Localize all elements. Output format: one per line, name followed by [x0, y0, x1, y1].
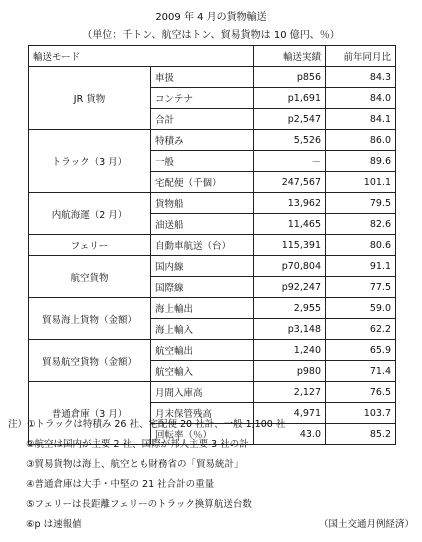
value-cell: 115,391 — [254, 235, 326, 256]
header-yoy: 前年同月比 — [326, 46, 396, 67]
value-cell: p1,691 — [254, 88, 326, 109]
yoy-cell: 91.1 — [326, 256, 396, 277]
yoy-cell: 89.6 — [326, 151, 396, 172]
value-cell: 4,971 — [254, 403, 326, 424]
yoy-cell: 85.2 — [326, 424, 396, 445]
value-cell: p92,247 — [254, 277, 326, 298]
note-line: ⑤フェリーは長距離フェリーのトラック換算航送台数 — [26, 499, 252, 510]
yoy-cell: 84.3 — [326, 67, 396, 88]
sub-cell: 国内線 — [151, 256, 254, 277]
yoy-cell: 84.0 — [326, 88, 396, 109]
value-cell: p856 — [254, 67, 326, 88]
sub-cell: 特積み — [151, 130, 254, 151]
mode-cell: トラック（3 月） — [29, 130, 151, 193]
page-title: 2009 年 4 月の貨物輸送 — [155, 12, 267, 23]
yoy-cell: 65.9 — [326, 340, 396, 361]
header-value: 輸送実績 — [254, 46, 326, 67]
yoy-cell: 86.0 — [326, 130, 396, 151]
sub-cell: 油送船 — [151, 214, 254, 235]
mode-cell: 普通倉庫（3 月） — [29, 382, 151, 445]
value-cell: 5,526 — [254, 130, 326, 151]
table-row — [29, 298, 396, 319]
value-cell: p2,547 — [254, 109, 326, 130]
source-citation: （国土交通月例経済） — [318, 519, 414, 530]
note-line: ③貿易貨物は海上、航空とも財務省の「貿易統計」 — [26, 459, 244, 470]
value-cell: 13,962 — [254, 193, 326, 214]
sub-cell: 航空輸出 — [151, 340, 254, 361]
table-row — [29, 382, 396, 403]
table-row — [29, 235, 396, 256]
value-cell: p70,804 — [254, 256, 326, 277]
table-row — [29, 340, 396, 361]
yoy-cell: 59.0 — [326, 298, 396, 319]
freight-table — [28, 45, 396, 445]
value-cell: 2,955 — [254, 298, 326, 319]
yoy-cell: 101.1 — [326, 172, 396, 193]
sub-cell: 宅配便（千個） — [151, 172, 254, 193]
note-text: ⑥p は速報値 — [26, 519, 82, 530]
yoy-cell: 80.6 — [326, 235, 396, 256]
value-cell: 43.0 — [254, 424, 326, 445]
table-row — [29, 193, 396, 214]
value-cell: p3,148 — [254, 319, 326, 340]
value-cell: 2,127 — [254, 382, 326, 403]
table-row — [29, 67, 396, 88]
yoy-cell: 62.2 — [326, 319, 396, 340]
sub-cell: 国際線 — [151, 277, 254, 298]
sub-cell: 自動車航送（台） — [151, 235, 254, 256]
sub-cell: 月間入庫高 — [151, 382, 254, 403]
note-line: 注）①トラックは特積み 26 社、宅配便 20 社計、一般 1,100 社 — [8, 419, 286, 430]
note-line-last — [8, 515, 418, 535]
value-cell: 11,465 — [254, 214, 326, 235]
note-line: ②航空は国内が主要 2 社、国際が邦人主要 3 社の計 — [26, 439, 249, 450]
value-cell: 247,567 — [254, 172, 326, 193]
sub-cell: 一般 — [151, 151, 254, 172]
sub-cell: 月末保管残高 — [151, 403, 254, 424]
sub-cell: 回転率（％） — [151, 424, 254, 445]
table-row — [29, 130, 396, 151]
yoy-cell: 79.5 — [326, 193, 396, 214]
yoy-cell: 77.5 — [326, 277, 396, 298]
mode-cell: JR 貨物 — [29, 67, 151, 130]
sub-cell: 海上輸入 — [151, 319, 254, 340]
sub-cell: 貨物船 — [151, 193, 254, 214]
table-row — [29, 256, 396, 277]
notes-section — [8, 415, 418, 535]
yoy-cell: 84.1 — [326, 109, 396, 130]
mode-cell: 貿易航空貨物（金額） — [29, 340, 151, 382]
value-cell: p980 — [254, 361, 326, 382]
mode-cell: 内航海運（2 月） — [29, 193, 151, 235]
page-subtitle: （単位：千トン、航空はトン、貿易貨物は 10 億円、％） — [82, 30, 340, 41]
sub-cell: 車扱 — [151, 67, 254, 88]
yoy-cell: 76.5 — [326, 382, 396, 403]
header-mode: 輸送モード — [29, 46, 254, 67]
sub-cell: 海上輸出 — [151, 298, 254, 319]
yoy-cell: 71.4 — [326, 361, 396, 382]
mode-cell: 航空貨物 — [29, 256, 151, 298]
mode-cell: フェリー — [29, 235, 151, 256]
sub-cell: 航空輸入 — [151, 361, 254, 382]
sub-cell: コンテナ — [151, 88, 254, 109]
table-header-row — [29, 46, 396, 67]
mode-cell: 貿易海上貨物（金額） — [29, 298, 151, 340]
yoy-cell: 103.7 — [326, 403, 396, 424]
value-cell: － — [254, 151, 326, 172]
note-line: ④普通倉庫は大手・中堅の 21 社合計の重量 — [26, 479, 215, 490]
value-cell: 1,240 — [254, 340, 326, 361]
sub-cell: 合計 — [151, 109, 254, 130]
yoy-cell: 82.6 — [326, 214, 396, 235]
